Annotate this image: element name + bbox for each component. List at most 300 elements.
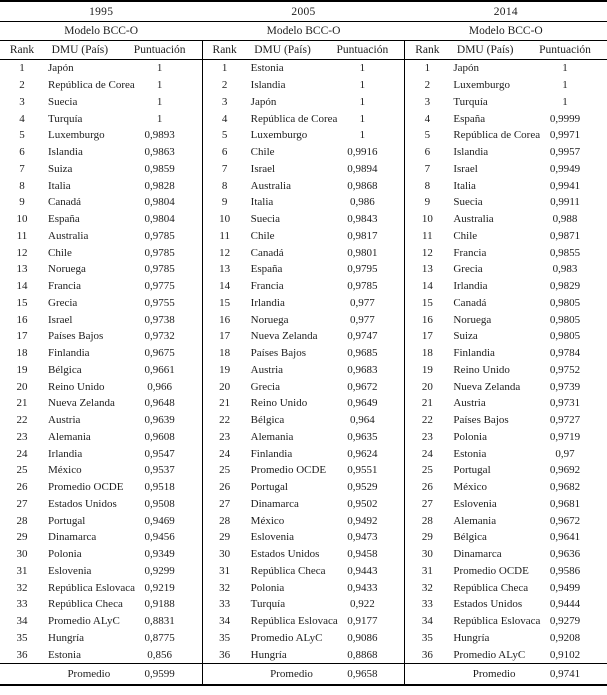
model-header-row bbox=[0, 22, 607, 41]
group-rows bbox=[0, 60, 202, 663]
rank-cell: 25 bbox=[421, 464, 433, 477]
year-header-1995: 1995 bbox=[89, 5, 114, 18]
country-cell: Dinamarca bbox=[453, 548, 502, 561]
rank-cell: 6 bbox=[221, 146, 228, 159]
promedio-row bbox=[0, 663, 202, 684]
country-cell: Promedio OCDE bbox=[250, 464, 327, 477]
country-cell: Reino Unido bbox=[453, 363, 510, 376]
country-cell: Noruega bbox=[250, 313, 289, 326]
score-cell: 0,9804 bbox=[144, 213, 175, 226]
dmu-column-header: DMU (País) bbox=[254, 44, 311, 56]
score-cell: 0,9829 bbox=[549, 280, 581, 293]
table-row bbox=[203, 646, 405, 663]
table-row bbox=[203, 378, 405, 395]
score-cell: 0,922 bbox=[349, 598, 375, 611]
table-row bbox=[405, 295, 607, 312]
rank-cell: 34 bbox=[421, 615, 433, 628]
score-cell: 0,9817 bbox=[347, 229, 378, 242]
score-cell: 0,9177 bbox=[347, 615, 378, 628]
country-cell: Hungría bbox=[453, 631, 490, 644]
score-cell: 0,9547 bbox=[144, 447, 175, 460]
score-cell: 0,9916 bbox=[347, 146, 378, 159]
country-cell: Luxemburgo bbox=[48, 129, 105, 142]
score-cell: 0,977 bbox=[349, 313, 375, 326]
rank-cell: 22 bbox=[421, 414, 433, 427]
table-row bbox=[0, 613, 202, 630]
country-cell: Suecia bbox=[250, 213, 280, 226]
table-row bbox=[203, 228, 405, 245]
country-cell: Alemania bbox=[48, 430, 91, 443]
rank-cell: 24 bbox=[219, 447, 231, 460]
column-header-row bbox=[203, 41, 405, 60]
score-cell: 0,856 bbox=[147, 648, 173, 661]
rank-cell: 15 bbox=[421, 296, 433, 309]
score-cell: 0,9785 bbox=[144, 246, 175, 259]
score-cell: 0,9433 bbox=[347, 581, 378, 594]
rank-cell: 35 bbox=[16, 631, 28, 644]
score-cell: 0,9785 bbox=[144, 263, 175, 276]
table-row bbox=[203, 94, 405, 111]
score-cell: 1 bbox=[359, 79, 366, 92]
score-cell: 0,9775 bbox=[144, 280, 175, 293]
rank-cell: 24 bbox=[421, 447, 433, 460]
rank-cell: 16 bbox=[219, 313, 231, 326]
rank-cell: 22 bbox=[16, 414, 28, 427]
year-group-2005 bbox=[202, 41, 405, 684]
country-cell: Canadá bbox=[453, 296, 487, 309]
rank-cell: 18 bbox=[219, 347, 231, 360]
table-row bbox=[405, 194, 607, 211]
score-column-header: Puntuación bbox=[539, 44, 591, 56]
rank-cell: 20 bbox=[421, 380, 433, 393]
column-header-row bbox=[405, 41, 607, 60]
score-cell: 0,9086 bbox=[347, 631, 378, 644]
rank-cell: 17 bbox=[421, 330, 433, 343]
rank-cell: 29 bbox=[16, 531, 28, 544]
country-cell: Bélgica bbox=[48, 363, 82, 376]
table-row bbox=[203, 563, 405, 580]
score-cell: 0,9868 bbox=[347, 179, 378, 192]
score-cell: 0,9805 bbox=[549, 330, 581, 343]
rank-cell: 28 bbox=[16, 514, 28, 527]
score-cell: 0,9188 bbox=[144, 598, 175, 611]
rank-cell: 12 bbox=[421, 246, 433, 259]
score-cell: 0,9941 bbox=[549, 179, 581, 192]
score-cell: 0,9299 bbox=[144, 564, 175, 577]
promedio-row bbox=[203, 663, 405, 684]
rank-cell: 9 bbox=[424, 196, 431, 209]
country-cell: Suiza bbox=[453, 330, 478, 343]
country-cell: Eslovenia bbox=[453, 497, 497, 510]
country-cell: Chile bbox=[48, 246, 72, 259]
table-row bbox=[0, 579, 202, 596]
score-cell: 0,9971 bbox=[549, 129, 581, 142]
rank-cell: 19 bbox=[421, 363, 433, 376]
table-row bbox=[0, 412, 202, 429]
country-cell: Austria bbox=[250, 363, 284, 376]
table-row bbox=[405, 127, 607, 144]
country-cell: Portugal bbox=[48, 514, 86, 527]
country-cell: Italia bbox=[48, 179, 71, 192]
score-cell: 0,8831 bbox=[144, 615, 175, 628]
country-cell: Australia bbox=[453, 213, 494, 226]
score-cell: 1 bbox=[359, 129, 366, 142]
table-row bbox=[405, 429, 607, 446]
rank-cell: 1 bbox=[19, 62, 25, 75]
rank-cell: 5 bbox=[19, 129, 25, 142]
rank-cell: 36 bbox=[16, 648, 28, 661]
table-row bbox=[405, 60, 607, 77]
score-cell: 1 bbox=[359, 112, 366, 125]
country-cell: Bélgica bbox=[453, 531, 487, 544]
country-cell: Francia bbox=[48, 280, 81, 293]
table-row bbox=[203, 144, 405, 161]
score-cell: 0,9747 bbox=[347, 330, 378, 343]
table-row bbox=[0, 512, 202, 529]
rank-cell: 27 bbox=[219, 497, 231, 510]
rank-cell: 33 bbox=[421, 598, 433, 611]
model-label: Modelo BCC-O bbox=[468, 25, 543, 37]
country-cell: República Eslovaca bbox=[250, 615, 338, 628]
score-cell: 1 bbox=[562, 95, 568, 108]
score-cell: 0,9739 bbox=[549, 380, 581, 393]
score-cell: 0,9458 bbox=[347, 548, 378, 561]
table-row bbox=[203, 429, 405, 446]
table-row bbox=[405, 395, 607, 412]
score-cell: 0,9805 bbox=[549, 313, 581, 326]
country-cell: Finlandia bbox=[250, 447, 293, 460]
score-cell: 0,9502 bbox=[347, 497, 378, 510]
rank-cell: 33 bbox=[219, 598, 231, 611]
rank-cell: 27 bbox=[421, 497, 433, 510]
score-cell: 0,9208 bbox=[549, 631, 581, 644]
table-row bbox=[0, 378, 202, 395]
score-cell: 0,988 bbox=[552, 213, 578, 226]
country-cell: España bbox=[250, 263, 283, 276]
promedio-label: Promedio bbox=[270, 668, 313, 680]
table-row bbox=[405, 563, 607, 580]
rank-cell: 14 bbox=[16, 280, 28, 293]
rank-cell: 36 bbox=[219, 648, 231, 661]
rank-cell: 9 bbox=[19, 196, 25, 209]
country-cell: México bbox=[48, 464, 82, 477]
rank-cell: 3 bbox=[19, 95, 25, 108]
table-row bbox=[0, 445, 202, 462]
table-row bbox=[0, 462, 202, 479]
table-row bbox=[405, 177, 607, 194]
score-cell: 0,9661 bbox=[144, 363, 175, 376]
model-label: Modelo BCC-O bbox=[64, 25, 139, 37]
rank-cell: 5 bbox=[221, 129, 228, 142]
rank-cell: 28 bbox=[219, 514, 231, 527]
table-row bbox=[203, 479, 405, 496]
country-cell: República Eslovaca bbox=[453, 615, 541, 628]
rank-cell: 8 bbox=[424, 179, 431, 192]
country-cell: Grecia bbox=[48, 296, 78, 309]
table-row bbox=[405, 144, 607, 161]
rank-cell: 16 bbox=[421, 313, 433, 326]
table-row bbox=[203, 194, 405, 211]
country-cell: Dinamarca bbox=[48, 531, 97, 544]
table-row bbox=[203, 60, 405, 77]
score-cell: 1 bbox=[359, 62, 366, 75]
score-cell: 0,9785 bbox=[144, 229, 175, 242]
country-cell: Noruega bbox=[48, 263, 86, 276]
country-cell: Estonia bbox=[250, 62, 284, 75]
rank-cell: 4 bbox=[424, 112, 431, 125]
score-cell: 0,97 bbox=[555, 447, 575, 460]
year-header-row bbox=[0, 0, 607, 22]
country-cell: Nueva Zelanda bbox=[48, 397, 115, 410]
rank-cell: 5 bbox=[424, 129, 431, 142]
score-cell: 0,9805 bbox=[549, 296, 581, 309]
table-row bbox=[0, 228, 202, 245]
table-row bbox=[0, 362, 202, 379]
table-row bbox=[405, 579, 607, 596]
table-row bbox=[203, 579, 405, 596]
table-row bbox=[203, 211, 405, 228]
table-row bbox=[405, 211, 607, 228]
rank-cell: 1 bbox=[221, 62, 228, 75]
rank-cell: 31 bbox=[219, 564, 231, 577]
country-cell: Israel bbox=[48, 313, 73, 326]
country-cell: Austria bbox=[453, 397, 486, 410]
score-cell: 0,9863 bbox=[144, 146, 175, 159]
table-row bbox=[203, 345, 405, 362]
score-cell: 1 bbox=[156, 95, 163, 108]
table-row bbox=[405, 311, 607, 328]
table-row bbox=[0, 496, 202, 513]
table-row bbox=[203, 244, 405, 261]
score-cell: 0,9785 bbox=[347, 280, 378, 293]
table-row bbox=[0, 161, 202, 178]
score-cell: 0,9999 bbox=[549, 112, 581, 125]
rank-cell: 3 bbox=[221, 95, 228, 108]
table-row bbox=[0, 244, 202, 261]
score-cell: 0,9732 bbox=[144, 330, 175, 343]
rank-cell: 15 bbox=[16, 296, 28, 309]
rank-cell: 31 bbox=[421, 564, 433, 577]
column-header-row bbox=[0, 41, 202, 60]
table-row bbox=[0, 94, 202, 111]
country-cell: República Eslovaca bbox=[48, 581, 136, 594]
table-row bbox=[0, 429, 202, 446]
table-row bbox=[203, 546, 405, 563]
table-row bbox=[0, 278, 202, 295]
country-cell: Dinamarca bbox=[250, 497, 299, 510]
rank-cell: 20 bbox=[16, 380, 28, 393]
year-group-1995 bbox=[0, 41, 202, 684]
model-label: Modelo BCC-O bbox=[266, 25, 341, 37]
country-cell: Bélgica bbox=[250, 414, 285, 427]
country-cell: Grecia bbox=[453, 263, 483, 276]
score-cell: 0,9738 bbox=[144, 313, 175, 326]
table-row bbox=[0, 345, 202, 362]
score-cell: 0,9911 bbox=[550, 196, 580, 209]
country-cell: Grecia bbox=[250, 380, 280, 393]
rank-cell: 9 bbox=[221, 196, 228, 209]
rank-cell: 29 bbox=[219, 531, 231, 544]
rank-cell: 21 bbox=[421, 397, 433, 410]
score-cell: 1 bbox=[156, 79, 163, 92]
year-header-2005: 2005 bbox=[291, 5, 316, 18]
score-cell: 0,9608 bbox=[144, 430, 175, 443]
table-row bbox=[203, 630, 405, 647]
score-cell: 0,9649 bbox=[347, 397, 378, 410]
rank-cell: 16 bbox=[16, 313, 28, 326]
rank-cell: 20 bbox=[219, 380, 231, 393]
score-cell: 0,9639 bbox=[144, 414, 175, 427]
score-cell: 0,9219 bbox=[144, 581, 175, 594]
table-row bbox=[405, 630, 607, 647]
score-cell: 0,9957 bbox=[549, 146, 581, 159]
table-row bbox=[203, 445, 405, 462]
country-cell: Promedio ALyC bbox=[48, 615, 120, 628]
rank-cell: 25 bbox=[16, 464, 28, 477]
score-cell: 0,9636 bbox=[549, 548, 581, 561]
score-cell: 0,9672 bbox=[549, 514, 581, 527]
score-cell: 0,9469 bbox=[144, 514, 175, 527]
rank-column-header: Rank bbox=[9, 44, 35, 56]
country-cell: Polonia bbox=[250, 581, 285, 594]
rank-cell: 32 bbox=[219, 581, 231, 594]
country-cell: Promedio OCDE bbox=[48, 481, 124, 494]
country-cell: Portugal bbox=[250, 481, 288, 494]
score-cell: 0,977 bbox=[349, 296, 375, 309]
rank-cell: 22 bbox=[219, 414, 231, 427]
table-row bbox=[0, 110, 202, 127]
rank-cell: 10 bbox=[16, 213, 28, 226]
country-cell: República Checa bbox=[48, 598, 123, 611]
table-row bbox=[203, 412, 405, 429]
rank-cell: 26 bbox=[16, 481, 28, 494]
score-cell: 0,9871 bbox=[549, 229, 581, 242]
rank-column-header: Rank bbox=[212, 44, 237, 56]
group-rows bbox=[203, 60, 405, 663]
rank-cell: 8 bbox=[221, 179, 228, 192]
score-cell: 0,9537 bbox=[144, 464, 175, 477]
country-cell: Suecia bbox=[48, 95, 78, 108]
rank-cell: 13 bbox=[16, 263, 28, 276]
table-row bbox=[405, 110, 607, 127]
country-cell: Chile bbox=[250, 146, 275, 159]
score-column-header: Puntuación bbox=[336, 44, 389, 56]
table-row bbox=[203, 77, 405, 94]
score-cell: 0,9752 bbox=[549, 363, 581, 376]
year-group-2014 bbox=[404, 41, 607, 684]
score-cell: 0,9473 bbox=[347, 531, 378, 544]
table-row bbox=[203, 613, 405, 630]
country-cell: Estados Unidos bbox=[453, 598, 523, 611]
rank-cell: 19 bbox=[16, 363, 28, 376]
table-row bbox=[0, 328, 202, 345]
rank-cell: 10 bbox=[219, 213, 231, 226]
country-cell: República de Corea bbox=[48, 79, 135, 92]
table-row bbox=[405, 278, 607, 295]
rank-cell: 17 bbox=[219, 330, 231, 343]
rank-cell: 30 bbox=[16, 548, 28, 561]
rank-cell: 29 bbox=[421, 531, 433, 544]
score-cell: 0,9727 bbox=[549, 414, 581, 427]
rank-cell: 18 bbox=[16, 347, 28, 360]
country-cell: Italia bbox=[250, 196, 274, 209]
rank-cell: 21 bbox=[16, 397, 28, 410]
rank-cell: 24 bbox=[16, 447, 28, 460]
rank-cell: 33 bbox=[16, 598, 28, 611]
table-row bbox=[0, 529, 202, 546]
rank-cell: 7 bbox=[19, 162, 25, 175]
country-cell: Países Bajos bbox=[250, 347, 306, 360]
country-cell: Estonia bbox=[453, 447, 487, 460]
country-cell: Hungría bbox=[48, 631, 85, 644]
rank-cell: 36 bbox=[421, 648, 433, 661]
table-row bbox=[203, 261, 405, 278]
country-cell: México bbox=[250, 514, 285, 527]
table-row bbox=[203, 127, 405, 144]
table-row bbox=[203, 161, 405, 178]
table-row bbox=[0, 127, 202, 144]
table-row bbox=[0, 311, 202, 328]
score-cell: 0,9349 bbox=[144, 548, 175, 561]
table-row bbox=[0, 546, 202, 563]
country-cell: Islandia bbox=[48, 146, 83, 159]
score-cell: 0,9784 bbox=[549, 347, 581, 360]
promedio-label: Promedio bbox=[472, 668, 516, 680]
country-cell: Finlandia bbox=[453, 347, 495, 360]
country-cell: Turquía bbox=[453, 95, 488, 108]
rank-cell: 32 bbox=[421, 581, 433, 594]
table-row bbox=[0, 60, 202, 77]
table-row bbox=[0, 563, 202, 580]
country-cell: Israel bbox=[453, 162, 478, 175]
rank-cell: 12 bbox=[16, 246, 28, 259]
rank-cell: 26 bbox=[219, 481, 231, 494]
country-cell: República Checa bbox=[453, 581, 529, 594]
table-row bbox=[0, 194, 202, 211]
country-cell: Estonia bbox=[48, 648, 81, 661]
table-row bbox=[405, 529, 607, 546]
rank-cell: 11 bbox=[219, 229, 230, 242]
country-cell: Francia bbox=[453, 246, 487, 259]
rank-cell: 2 bbox=[19, 79, 25, 92]
promedio-label: Promedio bbox=[67, 668, 111, 680]
country-cell: España bbox=[453, 112, 486, 125]
table-row bbox=[405, 412, 607, 429]
score-cell: 1 bbox=[359, 95, 366, 108]
table-row bbox=[203, 110, 405, 127]
table-row bbox=[405, 462, 607, 479]
country-cell: Chile bbox=[453, 229, 478, 242]
rank-cell: 23 bbox=[219, 430, 231, 443]
country-cell: Alemania bbox=[453, 514, 497, 527]
rank-cell: 2 bbox=[424, 79, 431, 92]
country-cell: Finlandia bbox=[48, 347, 90, 360]
rank-cell: 25 bbox=[219, 464, 231, 477]
table-row bbox=[405, 378, 607, 395]
score-cell: 0,9894 bbox=[347, 162, 378, 175]
country-cell: Francia bbox=[250, 280, 284, 293]
score-cell: 0,9551 bbox=[347, 464, 378, 477]
table-row bbox=[203, 462, 405, 479]
table-row bbox=[0, 144, 202, 161]
rank-cell: 10 bbox=[421, 213, 433, 226]
country-cell: Turquía bbox=[250, 598, 286, 611]
table-row bbox=[0, 177, 202, 194]
country-cell: Estados Unidos bbox=[48, 497, 117, 510]
country-cell: México bbox=[453, 481, 487, 494]
table-row bbox=[405, 512, 607, 529]
score-cell: 0,986 bbox=[349, 196, 375, 209]
